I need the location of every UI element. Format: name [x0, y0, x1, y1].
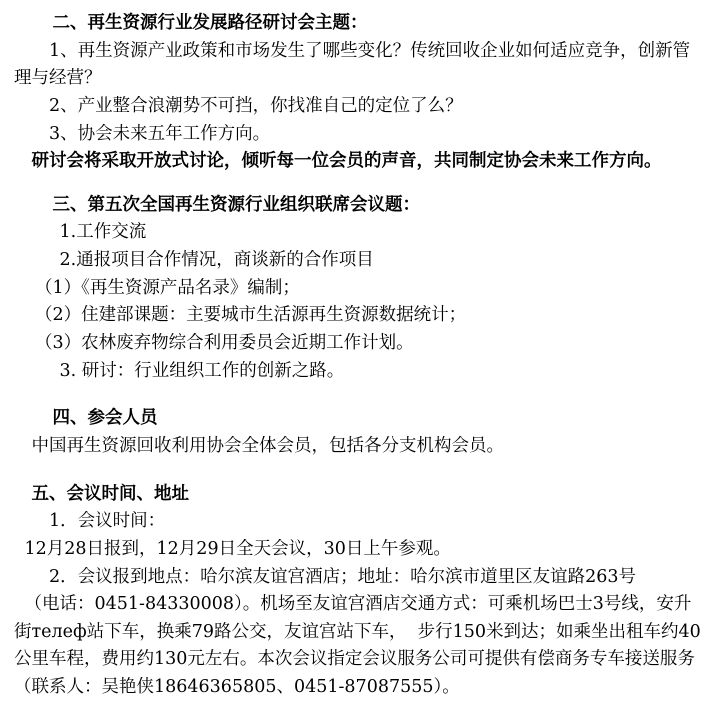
section-3-item-3: （1）《再生资源产品名录》编制；: [35, 277, 300, 298]
section-4-heading: 四、参会人员: [52, 408, 158, 429]
section-2-closing: 研讨会将采取开放式讨论，倾听每一位会员的声音，共同制定协会未来工作方向。: [31, 151, 662, 172]
section-3-item-5: （3）农林废弃物综合利用委员会近期工作计划。: [35, 333, 414, 354]
spacer-after-section-4: [14, 461, 706, 481]
spacer-after-section-3: [14, 385, 706, 405]
section-2-line-1: 1、再生资源产业政策和市场发生了哪些变化？传统回收企业如何适应竞争，创新管理与经营？: [14, 40, 691, 89]
section-5-heading: 五、会议时间、地址: [31, 483, 189, 504]
section-5-item-1-label: 1．会议时间：: [49, 511, 166, 532]
section-4-body: 中国再生资源回收利用协会全体会员，包括各分支机构会员。: [31, 435, 504, 456]
section-2-line-2: 2、产业整合浪潮势不可挡，你找准自己的定位了么？: [49, 95, 463, 116]
spacer-after-section-2: [14, 176, 706, 192]
section-2-line-3: 3、协会未来五年工作方向。: [49, 123, 271, 144]
section-5-item-1-body: 12月28日报到，12月29日全天会议，30日上午参观。: [24, 538, 451, 559]
section-3-item-1: 1.工作交流: [59, 222, 147, 243]
section-3-heading: 三、第五次全国再生资源行业组织联席会议题：: [52, 194, 420, 215]
section-5-item-2-body: （电话：0451-84330008）。机场至友谊宫酒店交通方式：可乘机场巴士3号线，安升街телеф站下车，换乘79路公交，友谊宫站下车， 步行150米到达；如乘坐出租车约40公里车程，费用约130元左右。本次会议指定会议服务公司可提供有偿商务专车接送服务（联系人：吴艳侠18646365805、0451-87087555）。: [14, 594, 701, 698]
section-3-item-2: 2.通报项目合作情况，商谈新的合作项目: [59, 250, 374, 271]
section-2-heading: 二、再生资源行业发展路径研讨会主题：: [52, 13, 368, 33]
section-3-item-6: 3. 研讨：行业组织工作的创新之路。: [59, 360, 345, 381]
section-3-item-4: （2）住建部课题：主要城市生活源再生资源数据统计；: [35, 305, 467, 326]
section-5-item-2-label: 2．会议报到地点：哈尔滨友谊宫酒店；地址：哈尔滨市道里区友谊路263号: [49, 566, 637, 587]
